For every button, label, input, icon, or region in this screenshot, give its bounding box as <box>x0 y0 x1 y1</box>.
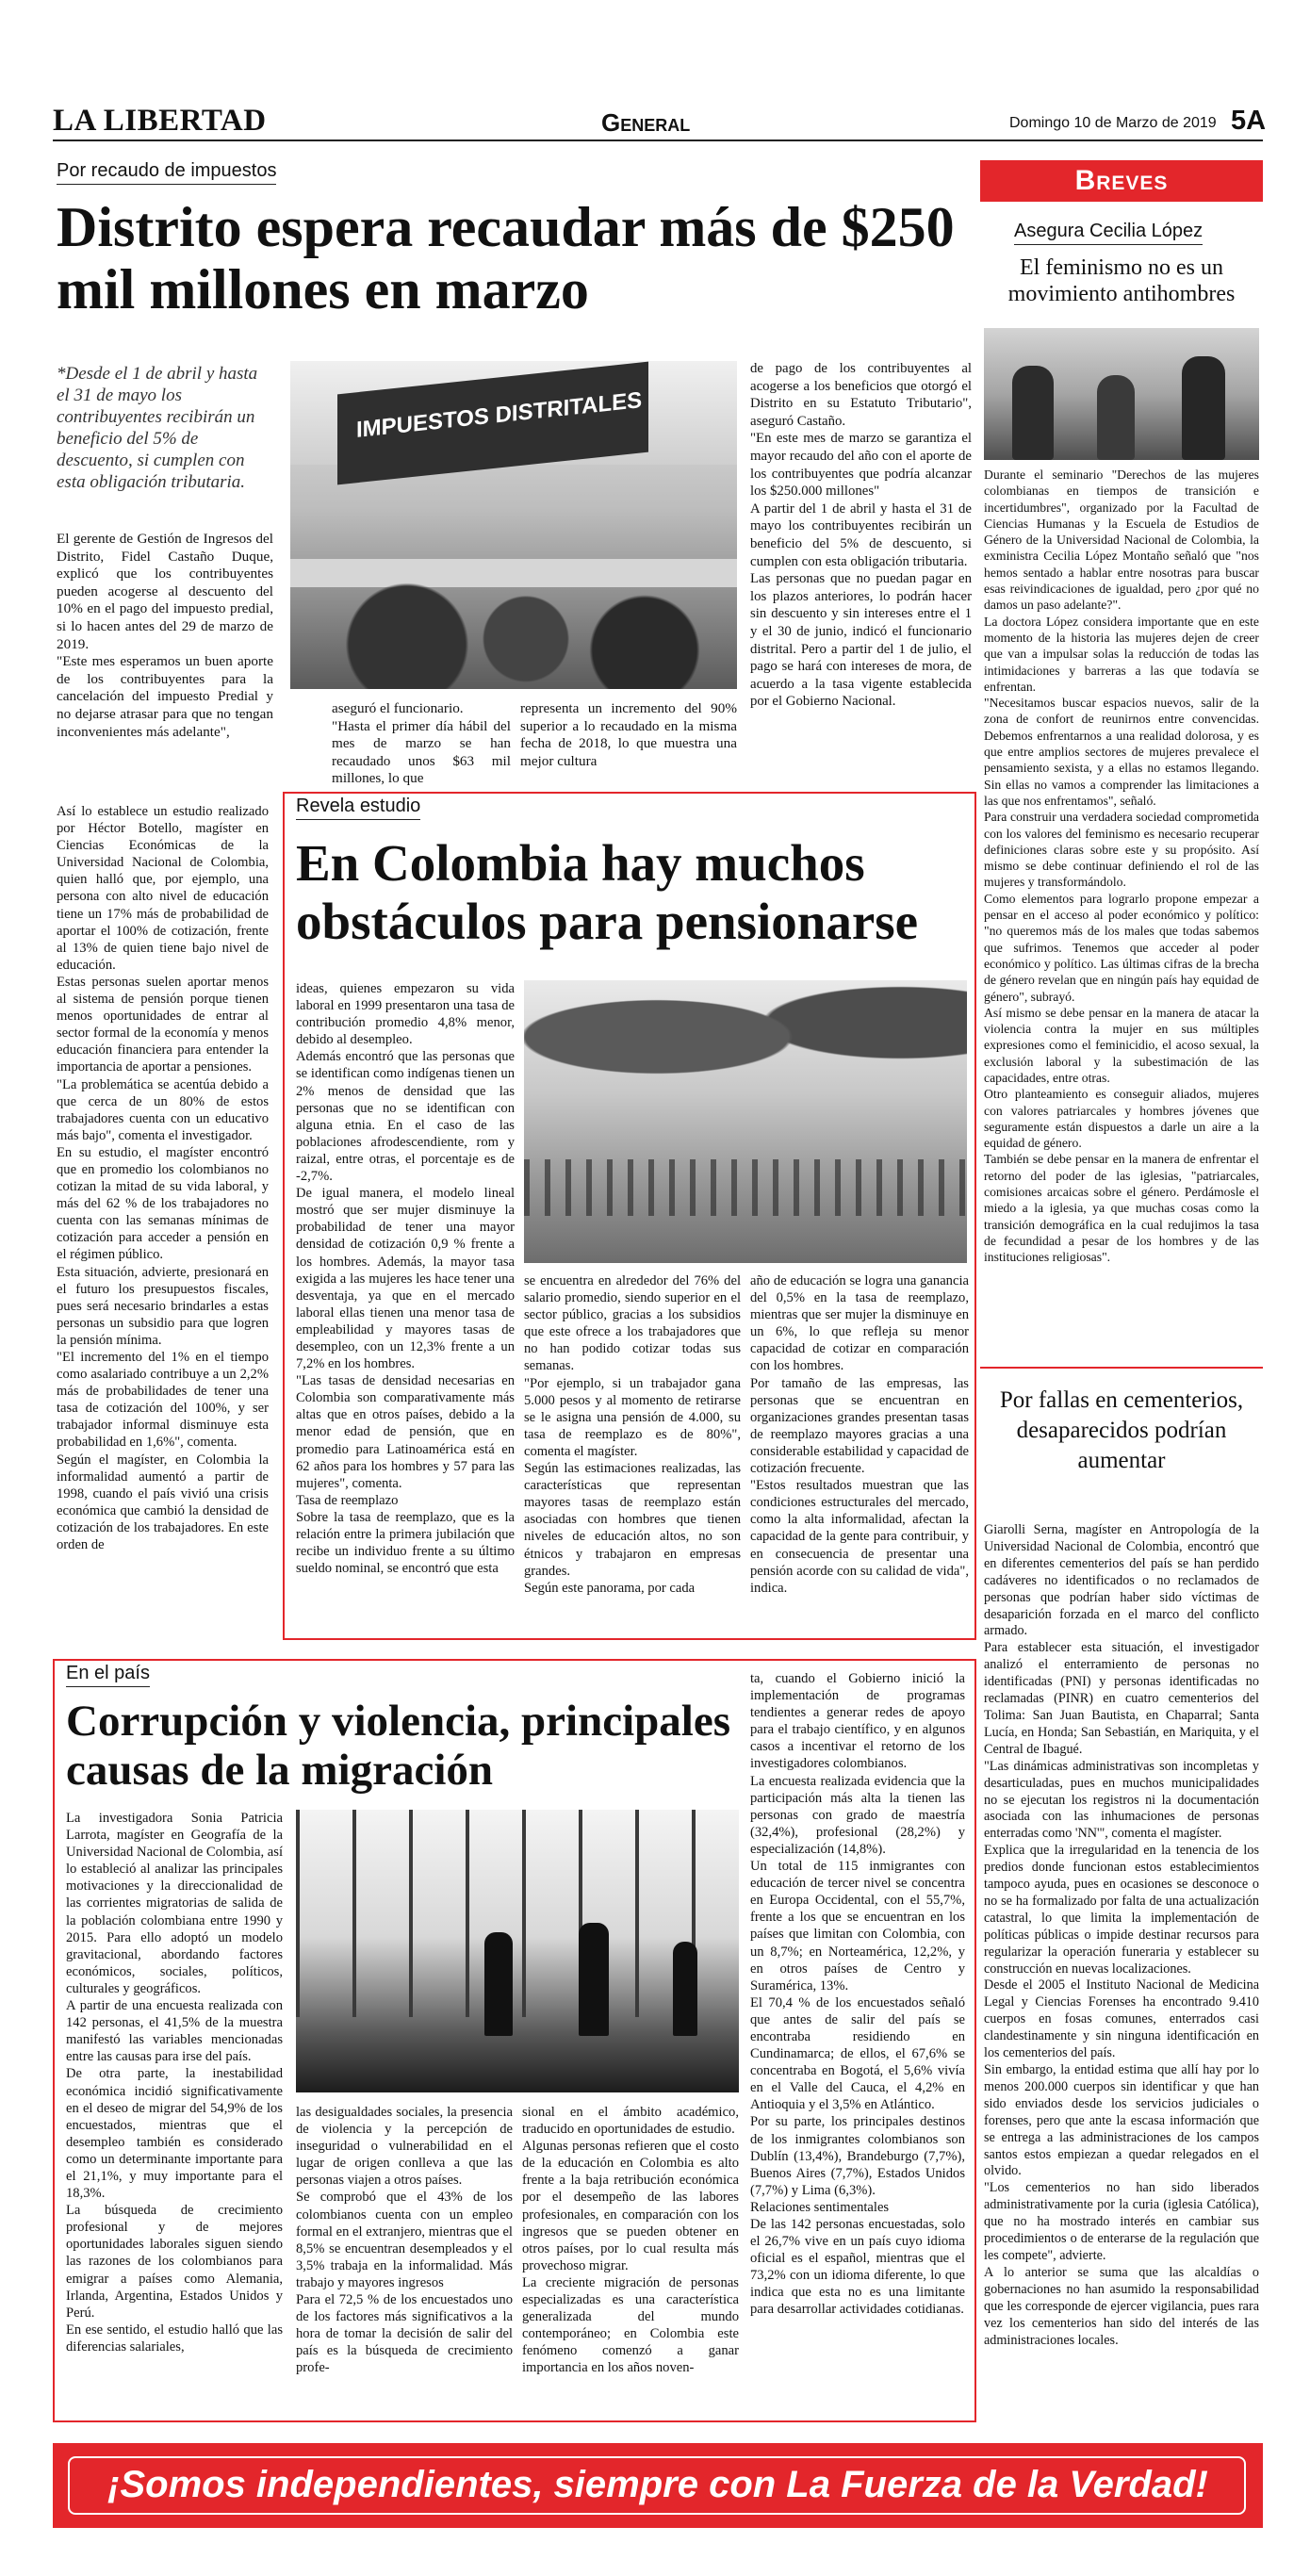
photo-trees <box>524 980 967 1122</box>
article-photo <box>524 980 967 1263</box>
photo-person <box>1097 375 1135 460</box>
brief-body: Giarolli Serna, magíster en Antropología de la Universidad Nacional de Colombia, encontró que en diferentes cementerios del país se han perdido cadáveres no identificados o no reclamados de personas que podrían haber sido víctimas de desaparición forzada en el marco del conflicto armado. Para establecer esta situación, el investigador analizó el enterramiento de personas no identificadas (PNI) y personas identificadas no reclamadas (PINR) en cuatro cementerios del Tolima: San Juan Bautista, en Chaparral; Santa Lucía, en Honda; San Sebastián, en Mariquita, y el Central de Ibagué. "Las dinámicas administrativas son incompletas y desarticuladas, pues en muchos municipalidades no se ejecutan los registros ni la documentación asociada con las inhumaciones de personas enterradas como 'NN'", comenta el magíster. Explica que la irregularidad en la tenencia de los predios donde funcionan estos establecimientos tampoco ayuda, pues en ocasiones se desconoce o no se ha formalizado por falta de una actualización catastral, lo que limita la implementación de políticas públicas o impide destinar recursos para regularizar la operación funeraria y establecer su construcción en nuevas localizaciones. Desde el 2005 el Instituto Nacional de Medicina Legal y Ciencias Forenses ha encontrado 9.410 cuerpos en fosas comunes, enterrados casi clandestinamente y sin ninguna identificación en los cementerios del país. Sin embargo, la entidad estima que allí hay por lo menos 200.000 cuerpos sin identificar y que han sido enviados desde los servicios judiciales o forenses, pero que ante la escasa información que se entrega a las administraciones de los campos santos estos empiezan a quedar relegados en el olvido. "Los cementerios no han sido liberados administrativamente por la curia (iglesia Católica), que no ha mostrado interés en cambiar sus procedimientos o de enterarse de la regulación que les compete", advierte. A lo anterior se suma que las alcaldías o gobernaciones no han asumido la responsabilidad que les corresponde de ejercer vigilancia, pues rara vez los cementerios han sido del interés de las administraciones locales. <box>984 1522 1259 2348</box>
article-col-4: año de educación se logra una ganancia del 0,5% en la tasa de reemplazo, mientras que ser mujer la disminuye en un 6%, lo que refleja su menor capacidad de cotizar en comparación con los hombres. Por tamaño de las empresas, las personas que se encuentran en organizaciones grandes presentan tasas de reemplazo mayores gracias a una considerable estabilidad y capacidad de cotización frecuente. "Estos resultados muestran que las condiciones estructurales del mercado, como la alta informalidad, afectan la capacidad de la gente para contribuir, y en consecuencia de presentar una pensión acorde con su calidad de vida", indica. <box>750 1273 969 1596</box>
article-title: Distrito espera recaudar más de $250 mil millones en marzo <box>57 196 955 320</box>
page-number: 5A <box>1231 106 1267 136</box>
article-col-4: ta, cuando el Gobierno inició la implementación de programas tendientes a generar redes de apoyo para el trabajo científico, y en algunos casos a incentivar el retorno de los investigadores colombianos. La encuesta realizada evidencia que la participación más alta la tienen las personas con grado de maestría (32,4%), profesional (28,2%) y especialización (14,8%). Un total de 115 inmigrantes con educación de tercer nivel se concentra en Europa Occidental, con el 55,7%, frente a los que se encuentran en los países que limitan con Colombia, con un 8,7%; en Norteamérica, 12,2%, y en otros países de Centro y Suramérica, 13%. El 70,4 % de los encuestados señaló que antes de salir del país se encontraba residiendo en Cundinamarca; de ellos, el 67,6% se concentraba en Bogotá, el 5,6% vivía en el Valle del Cauca, el 4,2% en Antioquia y el 3,5% en Atlántico. Por su parte, los principales destinos de los inmigrantes colombianos son Dublín (13,4%), Brandeburgo (7,7%), Buenos Aires (7,7%), Estados Unidos (7,7%) y Lima (6,3%). Relaciones sentimentales De las 142 personas encuestadas, solo el 26,7% vive en un país cuyo idioma oficial es el español, mientras que el 73,2% con un idioma diferente, lo que indica que esta no es una limitante para desarrollar actividades cotidianas. <box>750 1671 965 2318</box>
breves-title: El feminismo no es un movimiento antihombres <box>1007 255 1236 306</box>
article-col-1: La investigadora Sonia Patricia Larrota, magíster en Geografía de la Universidad Nacional de Colombia, así lo estableció al analizar las principales motivaciones y la direccionalidad de las corrientes migratorias de salida de la población colombiana entre 1990 y 2015. Para ello adoptó un modelo gravitacional, abordando factores económicos, sociales, políticos, culturales y geográficos. A partir de una encuesta realizada con 142 personas, el 41,5% de la muestra manifestó las variables mencionadas entre las causas para irse del país. De otra parte, la inestabilidad económica incidió significativamente en el deseo de migrar del 54,9% de los encuestados, mientras que el desempleo también es considerado como un determinante importante para el 21,1%, y muy importante para el 18,3%. La búsqueda de crecimiento profesional y de mejores oportunidades laborales siguen siendo las razones de los colombianos para emigrar a países como Alemania, Irlanda, Argentina, Estados Unidos y Perú. En ese sentido, el estudio halló que las diferencias salariales, <box>66 1811 283 2354</box>
article-deck: *Desde el 1 de abril y hasta el 31 de mayo los contribuyentes recibirán un beneficio del 5% de descuento, si cumplen con esta obligación tributaria. <box>57 364 258 492</box>
article-kicker: Revela estudio <box>296 796 420 820</box>
article-col-1: El gerente de Gestión de Ingresos del Distrito, Fidel Castaño Duque, explicó que los contribuyentes pueden acogerse al descuento del 10% en el pago del impuesto predial, si lo hacen antes del 29 de marzo de 2019. "Este mes esperamos un buen aporte de los contribuyentes para la cancelación del impuesto Predial y no dejarse atrasar para que no tengan inconvenientes más adelante", <box>57 531 273 740</box>
article-photo <box>290 361 737 689</box>
breves-sidebar <box>980 160 1263 1367</box>
article-col-4: de pago de los contribuyentes al acogerse a los beneficios que otorgó el Distrito en su Estatuto Tributario", aseguró Castaño. "En este mes de marzo se garantiza el mayor recaudo del año con el aporte de los contribuyentes que podría alcanzar los $250.000 millones" A partir del 1 de abril y hasta el 31 de mayo los contribuyentes recibirán un beneficio del 5% de descuento, si cumplen con esta obligación tributaria. Las personas que no puedan pagar en los plazos anteriores, lo podrán hacer sin descuento y sin intereses entre el 1 y el 30 de junio, indicó el funcionario distrital. Pero a partir del 1 de julio, el pago se hará con intereses de mora, de acuerdo a la tasa vigente establecida por el Gobierno Nacional. <box>750 361 972 710</box>
article-kicker: Por recaudo de impuestos <box>57 160 276 185</box>
photo-traveler <box>579 1923 609 2036</box>
article-pensiones <box>53 792 981 1640</box>
header-rule <box>53 139 1263 141</box>
breves-body: Durante el seminario "Derechos de las mujeres colombianas en tiempos de transición e incertidumbres", organizado por la Facultad de Ciencias Humanas y la Escuela de Estudios de Género de la Universidad Nacional de Colombia, la exministra Cecilia López Montaño señaló que "nos hemos sentado a hablar entre nosotras para buscar esas reivindicaciones de igualdad, pero ¿por qué no damos un paso adelante?". La doctora López considera importante que en este momento de la historia las mujeres dejen de creer que van a impulsar solas la reducción de todas las intimidaciones y barreras a las que todavía se enfrentan. "Necesitamos buscar espacios nuevos, salir de la zona de confort de reunirnos entre convencidas. Debemos enfrentarnos a una realidad dolorosa, y es que entre amplios sectores de mujeres prevalece el pensamiento sexista, y a ellas no estamos llegando. Sin ellas no vamos a comprender las limitaciones a las que nos enfrentamos", señaló. Para construir una verdadera sociedad comprometida con los valores del feminismo es necesario recuperar definiciones claras sobre este y su propósito. Así mismo se debe continuar definiendo el rol de las mujeres y transformándolo. Como elementos para lograrlo propone empezar a pensar en el acceso al poder económico y político: "no queremos más de los males que todas sabemos que sufrimos. Tenemos que acceder al poder económico y político. Las últimas cifras de la brecha de género revelan que en ningún país hay equidad de género", subrayó. Así mismo se debe pensar en la manera de atacar la violencia contra la mujer en sus múltiples expresiones como el feminicidio, el acoso sexual, la exclusión laboral y la subestimación de las capacidades, entre otras. Otro planteamiento es conseguir aliados, mujeres con valores patriarcales y hombres jóvenes que seguramente están dispuestos a darle un aire a la equidad de género. También se debe pensar en la manera de enfrentar el retorno del poder de las iglesias, "patriarcales, comisiones arcaicas sobre el género. Perdámosle el miedo a la iglesia, ya que muchas cosas como la transición demográfica en la cual redujimos la tasa de fecundidad a pesar de los hombres y de las instituciones religiosas". <box>984 468 1259 1265</box>
article-col-3: sional en el ámbito académico, traducido en oportunidades de estudio. Algunas personas refieren que el costo de la educación en Colombia es alto frente a la baja retribución económica por el desempeño de las labores profesionales, en comparación con los ingresos que se pueden obtener en otros países, por lo cual resulta más provechoso migrar. La creciente migración de personas especializadas es una característica generalizada del mundo contemporáneo; en Colombia este fenómeno comenzó a ganar importancia en los años noven- <box>522 2105 739 2376</box>
photo-traveler <box>484 1932 513 2036</box>
issue-date: Domingo 10 de Marzo de 2019 <box>1009 115 1217 131</box>
brief-title: Por fallas en cementerios, desaparecidos podrían aumentar <box>999 1387 1244 1473</box>
photo-sign-text: IMPUESTOS DISTRITALES <box>356 387 643 443</box>
photo-people <box>328 578 724 689</box>
photo-traveler <box>673 1942 697 2036</box>
masthead <box>53 104 1267 138</box>
photo-person <box>1012 366 1054 460</box>
article-col-2: aseguró el funcionario. "Hasta el primer día hábil del mes de marzo se han recaudado unos $63 mil millones, lo que <box>332 700 511 787</box>
article-title: Corrupción y violencia, principales causas de la migración <box>66 1697 730 1795</box>
section-name: General <box>601 108 691 137</box>
article-col-3: se encuentra en alrededor del 76% del salario promedio, siendo superior en el sector público, gracias a los subsidios que este ofrece a los trabajadores que no han podido cotizar todas sus semanas. "Por ejemplo, si un trabajador gana 5.000 pesos y al momento de retirarse se le asigna una pensión de 4.000, su tasa de reemplazo es de 80%", comenta el magíster. Según las estimaciones realizadas, las características que representan mayores tasas de reemplazo están asociadas con hombres que tienen niveles de educación altos, no son étnicos y trabajaron en empresas grandes. Según este panorama, por cada <box>524 1273 741 1596</box>
footer-slogan: ¡Somos independientes, siempre con La Fuerza de la Verdad! <box>107 2464 1208 2505</box>
article-title: En Colombia hay muchos obstáculos para pensionarse <box>296 834 919 950</box>
newspaper-name: LA LIBERTAD <box>53 104 267 138</box>
cementerios-brief <box>980 1367 1263 2422</box>
breves-label: Breves <box>980 160 1263 202</box>
article-col-3: representa un incremento del 90% superior a lo recaudado en la misma fecha de 2018, lo que muestra una mejor cultura <box>520 700 737 769</box>
article-kicker: En el país <box>66 1663 150 1687</box>
breves-photo <box>984 328 1259 460</box>
article-recaudo <box>53 160 981 787</box>
photo-crowd <box>524 1159 967 1216</box>
breves-kicker: Asegura Cecilia López <box>1014 221 1203 245</box>
footer-banner <box>53 2443 1263 2528</box>
article-col-2: ideas, quienes empezaron su vida laboral en 1999 presentaron una tasa de contribución promedio 4,8% menor, debido al desempleo. Además encontró que las personas que se identifican como indígenas tienen un 2% menos de densidad que las personas que no se identifican con alguna etnia. En el caso de las poblaciones afrodescendiente, rom y raizal, entre otras, el porcentaje es de -2,7%. De igual manera, el modelo lineal mostró que ser mujer disminuye la probabilidad de tener una mayor densidad de cotización 0,9 % frente a los hombres. Además, la mayor tasa exigida a las mujeres les hace tener una desventaja, ya que en el mercado laboral ellas tienen una menor tasa de empleabilidad y mayores tasas de desempleo, con un 12,3% frente a un 7,2% en los hombres. "Las tasas de densidad necesarias en Colombia son comparativamente más altas que en otros países, debido a la menor edad de pensión, que en promedio para Latinoamérica está en 62 años para los hombres y 57 para las mujeres", comenta. Tasa de reemplazo Sobre la tasa de reemplazo, que es la relación entre la primera jubilación que recibe un individuo frente a su último sueldo nominal, se encontró que esta <box>296 981 515 1577</box>
article-col-left: Así lo establece un estudio realizado por Héctor Botello, magíster en Ciencias Económicas de la Universidad Nacional de Colombia, quien halló que, por ejemplo, una persona con alto nivel de educación tiene un 17% más de probabilidad de aportar el 100% de cotización, frente al 13% de quien tiene bajo nivel de educación. Estas personas suelen aportar menos al sistema de pensión porque tienen menos oportunidades de entrar al sector formal de la economía y menos educación financiera para entender la importancia de aportar a pensiones. "La problemática se acentúa debido a que cerca de un 80% de estos trabajadores cuenta con un educativo más bajo", comenta el investigador. En su estudio, el magíster encontró que en promedio los colombianos no cotizan la mitad de su vida laboral, y más del 62 % de los trabajadores no cuenta con las semanas mínimas de cotización para acceder a pensión en el régimen público. Esta situación, advierte, presionará en el futuro los presupuestos fiscales, pues será necesario brindarles a estas personas un subsidio para que logren la pensión mínima. "El incremento del 1% en el tiempo como asalariado contribuye a un 2,2% más de probabilidades de tener una tasa de cotización del 100%, y ser trabajador informal disminuye esta probabilidad en 1,6%", comenta. Según el magíster, en Colombia la informalidad aumentó a partir de 1998, cuando el país vivió una crisis económica que cambió la densidad de cotización de los trabajadores. En este orden de <box>57 804 269 1553</box>
article-migracion <box>53 1659 981 2422</box>
article-photo <box>296 1810 739 2092</box>
brief-top-rule <box>980 1367 1263 1369</box>
photo-person <box>1182 356 1225 460</box>
article-col-2: las desigualdades sociales, la presencia de violencia y la percepción de inseguridad o vulnerabilidad en el lugar de origen conlleva a que las personas viajen a otros países. Se comprobó que el 43% de los colombianos cuenta con un empleo formal en el extranjero, mientras que el 8,5% se encuentran desempleados y el 3,5% trabaja en la informalidad. Más trabajo y mayores ingresos Para el 72,5 % de los encuestados uno de los factores más significativos a la hora de tomar la decisión de salir del país es la búsqueda de crecimiento profe- <box>296 2105 513 2376</box>
